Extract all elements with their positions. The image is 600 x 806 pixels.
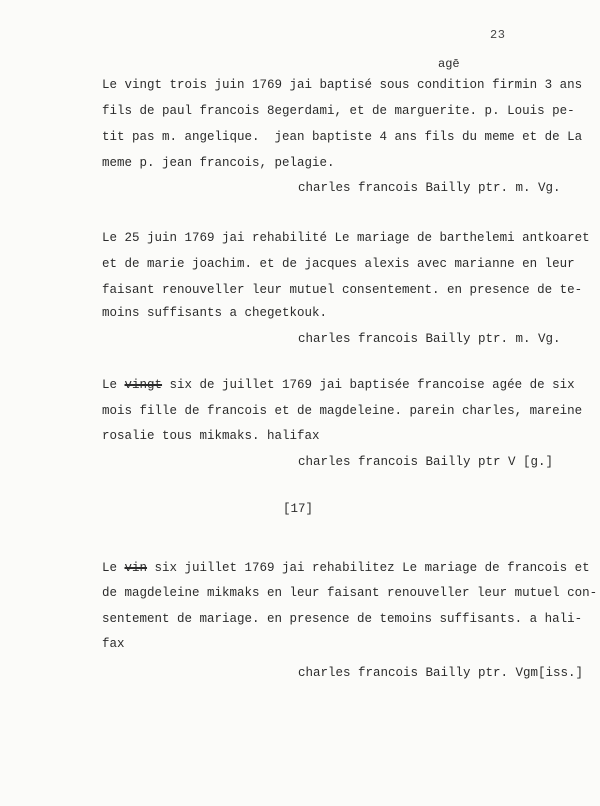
entry-4-line-1-start: Le — [102, 561, 125, 575]
entry-1-line-1: Le vingt trois juin 1769 jai baptisé sous condition firmin 3 ans — [102, 78, 583, 92]
entry-3-line-1-rest: six de juillet 1769 jai baptisée francoise agée de six — [162, 378, 575, 392]
bracket-number: [17] — [283, 502, 314, 516]
entry-3-line-1-start: Le — [102, 378, 125, 392]
entry-3-line-2: mois fille de francois et de magdeleine. parein charles, mareine — [102, 404, 583, 418]
entry-1-line-2: fils de paul francois 8egerdami, et de marguerite. p. Louis pe- — [102, 104, 575, 118]
entry-2-line-1: Le 25 juin 1769 jai rehabilité Le mariage de barthelemi antkoaret — [102, 231, 590, 245]
entry-4-line-3: sentement de mariage. en presence de temoins suffisants. a hali- — [102, 612, 583, 626]
entry-1-signature: charles francois Bailly ptr. m. Vg. — [298, 181, 561, 195]
inserted-word: agē — [438, 57, 460, 71]
page-number: 23 — [490, 28, 506, 42]
entry-1-line-4: meme p. jean francois, pelagie. — [102, 156, 335, 170]
entry-4-line-4: fax — [102, 637, 125, 651]
entry-3-line-1 — [102, 377, 575, 393]
struck-word: vingt — [124, 378, 163, 392]
struck-word: vin — [124, 561, 148, 575]
entry-4-line-2: de magdeleine mikmaks en leur faisant renouveller leur mutuel con- — [102, 586, 598, 600]
entry-4-line-1-rest: six juillet 1769 jai rehabilitez Le mariage de francois et — [147, 561, 590, 575]
entry-3-signature: charles francois Bailly ptr V [g.] — [298, 455, 554, 469]
entry-4-line-1 — [102, 560, 590, 576]
entry-2-line-3: faisant renouveller leur mutuel consentement. en presence de te- — [102, 283, 583, 297]
entry-4-signature: charles francois Bailly ptr. Vgm[iss.] — [298, 666, 584, 680]
entry-1-line-3: tit pas m. angelique. jean baptiste 4 ans fils du meme et de La — [102, 130, 583, 144]
entry-3-line-3: rosalie tous mikmaks. halifax — [102, 429, 320, 443]
entry-2-line-2: et de marie joachim. et de jacques alexis avec marianne en leur — [102, 257, 575, 271]
entry-2-signature: charles francois Bailly ptr. m. Vg. — [298, 332, 561, 346]
entry-2-line-4: moins suffisants a chegetkouk. — [102, 306, 328, 320]
